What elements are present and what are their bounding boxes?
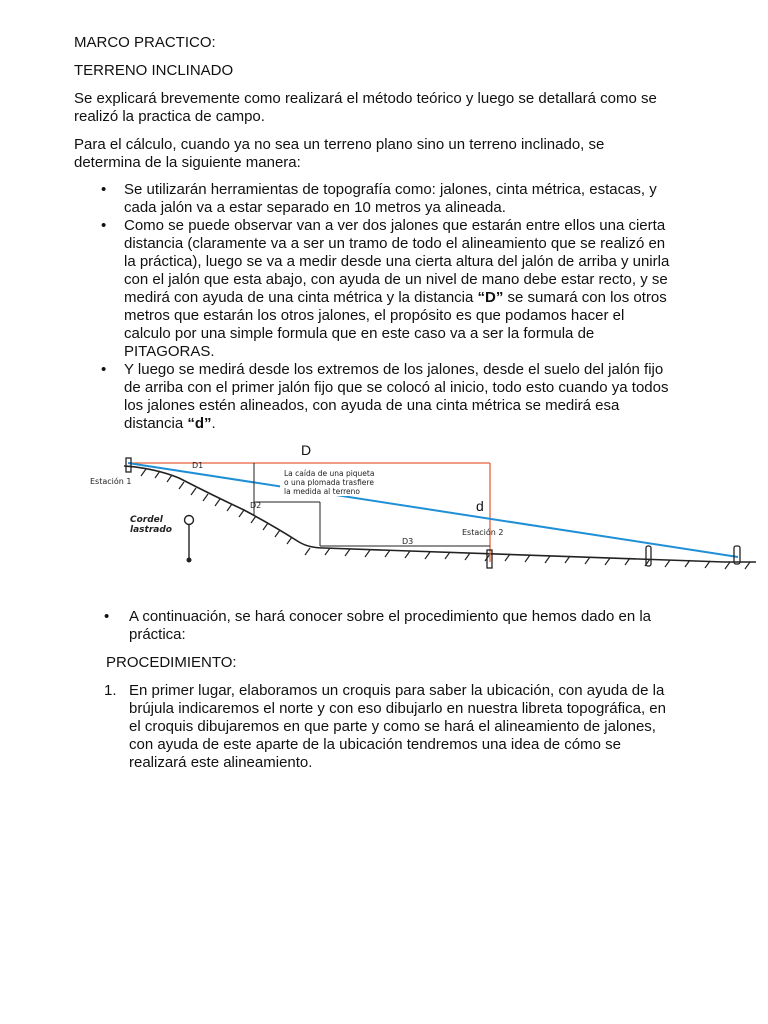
label-lastrado: lastrado xyxy=(130,525,172,535)
list-item xyxy=(74,361,674,433)
bullet-icon: • xyxy=(101,361,107,378)
note-line-1: La caída de una piqueta xyxy=(284,469,375,478)
ground-profile xyxy=(124,466,756,562)
inclined-terrain-diagram xyxy=(84,438,764,578)
bold-term: “d” xyxy=(187,415,212,432)
label-estacion-2: Estación 2 xyxy=(462,528,504,537)
calculation-paragraph: Para el cálculo, cuando ya no sea un terreno plano sino un terreno inclinado, se determina de la siguiente manera: xyxy=(74,136,605,171)
bullet-icon: • xyxy=(104,608,110,625)
slope-line-d xyxy=(128,463,738,557)
intro-paragraph: Se explicará brevemente como realizará el método teórico y luego se detallará como se realizó la practica de campo. xyxy=(74,90,657,125)
step-number: 1. xyxy=(104,682,117,699)
section-heading: MARCO PRACTICO: xyxy=(74,34,216,51)
label-D2: D2 xyxy=(250,501,262,510)
list-item xyxy=(74,608,674,644)
note-line-3: la medida al terreno xyxy=(284,487,361,496)
procedure-intro-list xyxy=(74,608,674,644)
list-item-text: Se utilizarán herramientas de topografía como: jalones, cinta métrica, estacas, y cada jalón va a estar separado en 10 metros ya alineada. xyxy=(124,181,657,216)
label-cordel: Cordel xyxy=(130,515,163,525)
label-d: d xyxy=(476,498,484,514)
bold-term: “D” xyxy=(477,289,504,306)
list-item-text: Y luego se medirá desde los extremos de los jalones, desde el suelo del jalón fijo de arriba con el primer jalón fijo que se colocó al inicio, todo esto cuando ya todos los jalones estén alineados, con ayuda de una cinta métrica se medirá esa distancia xyxy=(124,361,669,432)
plumb-bob-icon xyxy=(185,516,194,525)
list-item xyxy=(74,181,674,217)
list-item xyxy=(74,217,674,361)
bullet-icon: • xyxy=(101,181,107,198)
list-item-text: En primer lugar, elaboramos un croquis para saber la ubicación, con ayuda de la brújula indicaremos el norte y con eso dibujarlo en nuestra libreta topográfica, en el croquis dibujaremos en que parte y como se hará el alineamiento de jalones, con ayuda de este aparte de la ubicación tendremos una idea de cómo se realizará este alineamiento. xyxy=(129,682,666,771)
label-D3: D3 xyxy=(402,537,414,546)
subsection-heading: TERRENO INCLINADO xyxy=(74,62,234,79)
jalon-estacion-1 xyxy=(126,458,131,472)
list-item xyxy=(74,682,674,772)
procedure-heading: PROCEDIMIENTO: xyxy=(106,654,237,671)
label-D1: D1 xyxy=(192,461,204,470)
list-item-text: se sumará con los otros metros que estarán los otros jalones, el propósito es que podamos hacer el calculo por una simple formula que en este caso va a ser la formula de PITAGORAS. xyxy=(124,289,667,360)
plumb-weight-icon xyxy=(187,558,192,563)
list-item-text: Como se puede observar van a ver dos jalones que estarán entre ellos una cierta distancia (claramente va a ser un tramo de todo el alineamiento que se realizó en la práctica), luego se va a medir desde una cierta altura del jalón de arriba y unirla con el jalón que esta abajo, con ayuda de un nivel de mano debe estar recto, y se medirá con ayuda de una cinta métrica y la distancia xyxy=(124,217,670,306)
procedure-steps-list xyxy=(74,682,674,772)
label-estacion-1: Estación 1 xyxy=(90,477,132,486)
list-item-text: A continuación, se hará conocer sobre el procedimiento que hemos dado en la práctica: xyxy=(129,608,652,643)
list-item-text: . xyxy=(211,415,216,432)
label-D: D xyxy=(301,442,312,458)
note-line-2: o una plomada trasfiere xyxy=(284,478,374,487)
ground-hatching xyxy=(141,469,750,569)
bullet-icon: • xyxy=(101,217,107,234)
method-bullet-list xyxy=(74,181,674,433)
